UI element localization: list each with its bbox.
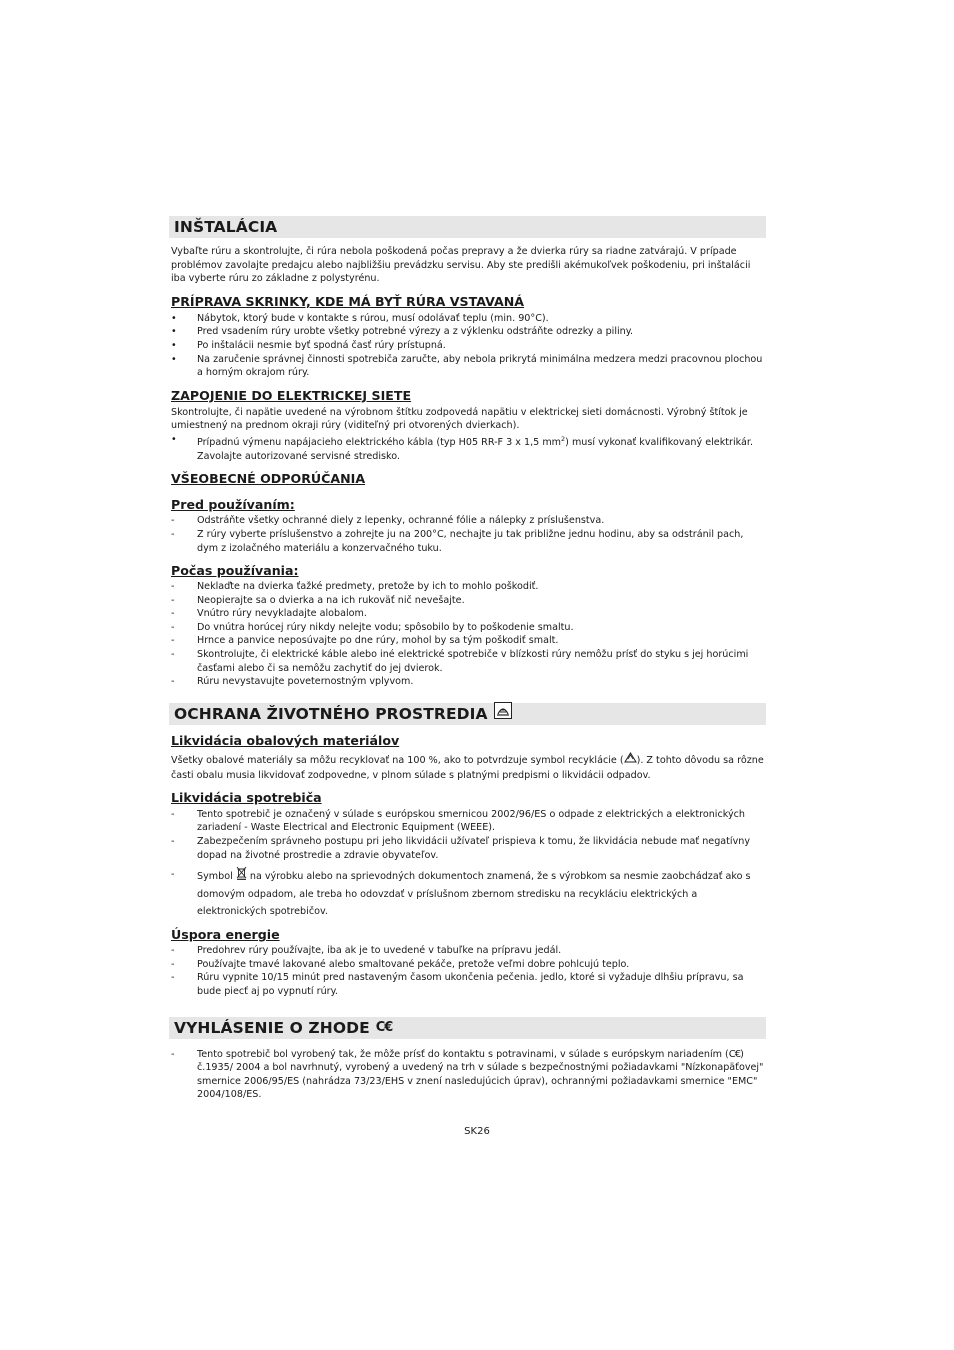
ce-mark-icon: C€ [375,1019,393,1035]
list-item: - Z rúry vyberte príslušenstvo a zohrejte ju na 200°C, nechajte ju tak približne jednu hodinu, aby sa odstránil pach, dym z izolačného materiálu a konzervačného tuku. [171,528,744,554]
energy-saving-list [171,944,766,998]
subheading-energy-saving: Úspora energie [171,927,280,943]
list-item: - Do vnútra horúcej rúry nikdy nelejte vodu; spôsobilo by to poškodenie smaltu. [171,621,574,633]
section-header-installation [169,216,766,238]
subheading-general: VŠEOBECNÉ ODPORÚČANIA [171,471,366,487]
list-item: • Pred vsadením rúry urobte všetky potrebné výrezy a z výklenku odstráňte odrezky a piliny. [171,326,634,338]
section-title: OCHRANA ŽIVOTNÉHO PROSTREDIA [174,702,512,725]
before-use-list [171,514,766,555]
list-item: - Predohrev rúry používajte, iba ak je to uvedené v tabuľke na prípravu jedál. [171,945,562,957]
list-item: • Na zaručenie správnej činnosti spotrebiča zaručte, aby nebola prikrytá minimálna medzera medzi pracovnou plochou a horným okrajom rúry. [171,353,763,379]
list-item: - Odstráňte všetky ochranné diely z lepenky, ochranné fólie a nálepky z príslušenstva. [171,515,605,527]
electrical-paragraph: Skontrolujte, či napätie uvedené na výrobnom štítku zodpovedá napätiu v elektrickej sieti domácnosti. Výrobný štítok je umiestnený na prednom okraji rúry (viditeľný pri otvorených dvierkach). [171,406,748,432]
list-item: - Tento spotrebič bol vyrobený tak, že môže prísť do kontaktu s potravinami, v súlade s európskym nariadením (C€) č.1935/ 2004 a bol navrhnutý, vyrobený a uvedený na trh v súlade s bezpečnostnými požiadavkami "Nízkonapäťovej" smernice 2006/95/ES (nahrádza 73/23/EHS v znení nasledujúcich úprav), ochrannými požiadavkami smernice "EMC" 2004/108/ES. [171,1048,764,1101]
list-item: - Skontrolujte, či elektrické káble alebo iné elektrické spotrebiče v blízkosti rúry nemôžu prísť do styku s jej horúcimi časťami alebo či sa nemôžu zachytiť do jej dvierok. [171,649,749,674]
subheading-appliance-disposal: Likvidácia spotrebiča [171,789,322,805]
list-item: - Tento spotrebič je označený v súlade s európskou smernicou 2002/96/ES o odpade z elektrických a elektronických zariadení - Waste Electrical and Electronic Equipment (WEEE). [171,808,745,834]
list-item: - Neklaďte na dvierka ťažké predmety, pretože by ich to mohlo poškodiť. [171,581,539,593]
intro-paragraph: Vybaľte rúru a skontrolujte, či rúra nebola poškodená počas prepravy a že dvierka rúry sa riadne zatvárajú. V prípade problémov zavolajte predajcu alebo najbližšiu prevádzku servisu. Aby ste predišli akémukoľvek poškodeniu, pri inštalácii iba vyberte rúru zo základne z polystyrénu. [171,246,751,285]
section-title: VYHLÁSENIE O ZHODE C€ [174,1018,393,1037]
subheading-cabinet: PRÍPRAVA SKRINKY, KDE MÁ BYŤ RÚRA VSTAVANÁ [171,293,525,309]
page-content [171,216,766,1102]
conformity-list [171,1048,766,1102]
list-item: • Prípadnú výmenu napájacieho elektrického kábla (typ H05 RR-F 3 x 1,5 $mm^2$) musí vykonať kvalifikovaný elektrikár. Zavolajte autorizované servisné stredisko. [171,433,754,462]
list-item: - Rúru vypnite 10/15 minút pred nastaveným časom ukončenia pečenia. jedlo, ktoré si vyžaduje dlhšiu prípravu, sa bude piecť aj po vypnutí rúry. [171,972,744,997]
list-item: - Zabezpečením správneho postupu pri jeho likvidácii užívateľ prispieva k tomu, že likvidácia nebude mať negatívny dopad na životné prostredie a zdravie obyvateľov. [171,836,751,861]
packaging-paragraph: Všetky obalové materiály sa môžu recyklovať na 100 %, ako to potvrdzuje symbol recyklácie ( ). Z tohto dôvodu sa rôzne časti obalu musia likvidovať zodpovedne, v plnom súlade s platnými predpismi o likvidácii odpadov. [171,752,766,783]
page-number: SK26 [464,1126,490,1137]
weee-bin-icon [236,866,247,886]
list-item: - Rúru nevystavujte poveternostným vplyvom. [171,676,414,688]
environment-icon [494,702,512,725]
section-header-conformity [169,1017,766,1039]
section-header-environment [169,703,766,725]
list-item: - Používajte tmavé lakované alebo smaltované pekáče, pretože veľmi dobre pohlcujú teplo. [171,958,630,970]
list-item: • Po inštalácii nesmie byť spodná časť rúry prístupná. [171,339,446,351]
list-item: - Hrnce a panvice neposúvajte po dne rúry, mohol by sa tým poškodiť smalt. [171,635,559,647]
ce-mark-icon: C€ [728,1048,741,1060]
list-item: - Vnútro rúry nevykladajte alobalom. [171,608,367,620]
appliance-disposal-list [171,808,766,920]
subheading-packaging: Likvidácia obalových materiálov [171,732,400,748]
subheading-during-use: Počas používania: [171,563,299,579]
subheading-electrical: ZAPOJENIE DO ELEKTRICKEJ SIETE [171,387,412,403]
subheading-before-use: Pred používaním: [171,497,295,513]
recycle-icon [624,752,637,768]
during-use-list [171,580,766,689]
list-item: - Neopierajte sa o dvierka a na ich rukoväť nič nevešajte. [171,594,465,606]
list-item: - Symbol na výrobku alebo na sprievodných dokumentoch znamená, že s výrobkom sa nesmie zaobchádzať ako s domovým odpadom, ale treba ho odovzdať v príslušnom zbernom stredisku na recykláciu elektrických a elektronických spotrebičov. [171,866,766,920]
list-item: • Nábytok, ktorý bude v kontakte s rúrou, musí odolávať teplu (min. 90°C). [171,312,549,324]
section-title: INŠTALÁCIA [174,218,278,236]
cabinet-list [171,312,766,380]
electrical-list [171,433,766,463]
